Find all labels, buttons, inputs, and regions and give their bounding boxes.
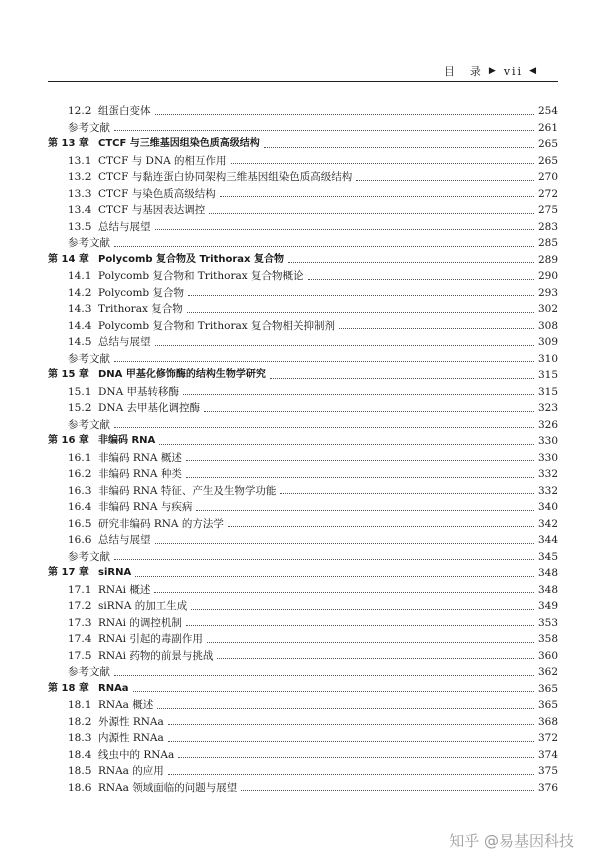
triangle-left-icon: ◀ [529,66,538,76]
dot-leader [220,196,534,197]
toc-entry-number: 18.1 [68,699,92,711]
toc-entry-page: 368 [537,715,558,728]
toc-entry-page: 365 [537,682,558,695]
watermark-text: 知乎 @易基因科技 [449,832,574,850]
toc-entry-title: 总结与展望 [98,534,151,546]
toc-references-row[interactable] [48,664,558,681]
toc-entry-title: 总结与展望 [98,220,151,233]
toc-section-row[interactable] [48,334,558,351]
dot-leader [157,708,534,709]
toc-entry-title: RNAi 概述 [98,583,151,596]
toc-chapter-row[interactable] [48,681,558,698]
toc-entry-title: 非编码 RNA 特征、产生及生物学功能 [98,484,277,497]
dot-leader [228,526,534,527]
toc-entry-number: 17.1 [68,583,92,596]
toc-entry-number: 18.4 [68,748,92,761]
dot-leader [159,444,534,445]
toc-entry-number: 17.5 [68,649,92,662]
toc-entry-title: RNAa [98,682,129,694]
toc-entry-number: 第 16 章 [48,435,89,447]
toc-entry-title: CTCF 与 DNA 的相互作用 [98,154,227,167]
toc-entry-page: 315 [537,385,558,398]
toc-section-row[interactable] [48,202,558,219]
toc-entry-title: CTCF 与黏连蛋白协同架构三维基因组染色质高级结构 [98,171,353,183]
toc-entry-number: 第 18 章 [48,682,89,694]
toc-entry-title: 外源性 RNAa [98,715,164,728]
toc-entry-number: 13.1 [68,154,92,167]
toc-section-row[interactable] [48,285,558,302]
toc-entry-title: CTCF 与三维基因组染色质高级结构 [98,138,260,150]
toc-entry-title: siRNA [98,567,132,579]
toc-entry-number: 13.2 [68,171,92,183]
toc-references-row[interactable] [48,120,558,137]
toc-section-row[interactable] [48,499,558,516]
dot-leader [183,394,534,395]
toc-entry-number: 16.1 [68,451,92,464]
toc-entry-number: 18.6 [68,781,92,794]
toc-entry-page: 360 [537,649,558,662]
toc-entry-title: Polycomb 复合物和 Trithorax 复合物概论 [98,270,304,282]
toc-entry-page: 283 [537,220,558,233]
dot-leader [186,460,534,461]
toc-section-row[interactable] [48,466,558,483]
dot-leader [241,790,534,791]
toc-entry-page: 330 [537,451,558,464]
toc-entry-page: 344 [537,534,558,546]
dot-leader [231,163,534,164]
toc-entry-title: 非编码 RNA 种类 [98,468,182,480]
toc-entry-page: 290 [537,270,558,282]
dot-leader [114,427,534,428]
toc-entry-page: 348 [537,567,558,579]
dot-leader [155,114,535,115]
dot-leader [288,262,534,263]
toc-entry-number: 17.4 [68,633,92,645]
toc-entry-page: 375 [537,765,558,777]
toc-section-row[interactable] [48,483,558,500]
toc-entry-number: 16.2 [68,468,92,480]
toc-entry-page: 345 [537,550,558,563]
dot-leader [178,757,534,758]
toc-entry-title: RNAi 引起的毒副作用 [98,633,203,645]
toc-entry-title: 研究非编码 RNA 的方法学 [98,517,224,530]
toc-entry-title: 参考文献 [68,666,110,678]
dot-leader [114,130,534,131]
dot-leader [191,609,534,610]
toc-section-row[interactable] [48,318,558,335]
toc-section-row[interactable] [48,598,558,615]
dot-leader [114,246,534,247]
dot-leader [356,180,534,181]
toc-entry-number: 17.2 [68,600,92,612]
toc-entry-number: 16.5 [68,517,92,530]
toc-entry-title: RNAa 的应用 [98,765,164,777]
toc-section-row[interactable] [48,400,558,417]
toc-entry-page: 309 [537,336,558,348]
toc-entry-number: 15.1 [68,385,92,398]
toc-entry-page: 358 [537,633,558,645]
dot-leader [133,691,534,692]
toc-entry-title: 组蛋白变体 [98,105,151,117]
toc-entry-number: 17.3 [68,616,92,629]
dot-leader [168,741,534,742]
toc-entry-page: 270 [537,171,558,183]
toc-entry-title: DNA 甲基化修饰酶的结构生物学研究 [98,369,266,381]
dot-leader [188,295,534,296]
dot-leader [196,510,534,511]
toc-entry-page: 261 [537,121,558,134]
toc-section-row[interactable] [48,697,558,714]
dot-leader [207,642,534,643]
toc-entry-page: 330 [537,435,558,447]
dot-leader [168,774,534,775]
header-page-number: vii [503,64,524,78]
toc-entry-number: 14.4 [68,319,92,332]
toc-entry-page: 293 [537,286,558,299]
toc-section-row[interactable] [48,103,558,120]
toc-entry-number: 13.4 [68,204,92,216]
toc-entry-page: 275 [537,204,558,216]
toc-entry-title: 参考文献 [68,550,110,563]
toc-entry-title: 非编码 RNA 与疾病 [98,501,193,513]
toc-section-row[interactable] [48,186,558,203]
toc-entry-page: 285 [537,237,558,249]
toc-entry-number: 18.2 [68,715,92,728]
toc-entry-number: 18.3 [68,732,92,744]
toc-entry-title: CTCF 与染色质高级结构 [98,187,216,200]
toc-chapter-row[interactable] [48,136,558,153]
toc-entry-title: Polycomb 复合物及 Trithorax 复合物 [98,253,284,265]
toc-entry-title: RNAi 药物的前景与挑战 [98,649,214,662]
toc-entry-title: 总结与展望 [98,336,151,348]
table-of-contents [48,103,558,796]
toc-section-row[interactable] [48,582,558,599]
toc-entry-page: 342 [537,517,558,530]
toc-section-row[interactable] [48,450,558,467]
toc-references-row[interactable] [48,417,558,434]
dot-leader [155,345,535,346]
toc-entry-page: 265 [537,138,558,150]
toc-entry-number: 13.3 [68,187,92,200]
dot-leader [114,361,534,362]
toc-section-row[interactable] [48,763,558,780]
toc-section-row[interactable] [48,631,558,648]
toc-entry-page: 310 [537,352,558,365]
toc-section-row[interactable] [48,384,558,401]
toc-section-row[interactable] [48,730,558,747]
dot-leader [135,576,534,577]
toc-chapter-row[interactable] [48,367,558,384]
toc-entry-page: 323 [537,402,558,414]
dot-leader [209,213,534,214]
toc-section-row[interactable] [48,301,558,318]
toc-entry-page: 365 [537,699,558,711]
toc-entry-title: 非编码 RNA [98,435,156,447]
dot-leader [155,229,535,230]
toc-entry-number: 14.2 [68,286,92,299]
toc-entry-number: 16.3 [68,484,92,497]
toc-section-row[interactable] [48,648,558,665]
toc-entry-number: 第 17 章 [48,567,89,579]
toc-entry-number: 14.1 [68,270,92,282]
dot-leader [264,147,534,148]
dot-leader [154,592,534,593]
dot-leader [308,279,534,280]
toc-entry-title: RNAa 概述 [98,699,154,711]
dot-leader [114,559,534,560]
toc-section-row[interactable] [48,268,558,285]
toc-references-row[interactable] [48,235,558,252]
toc-section-row[interactable] [48,747,558,764]
toc-section-row[interactable] [48,615,558,632]
toc-entry-number: 14.5 [68,336,92,348]
toc-entry-number: 第 14 章 [48,253,89,265]
toc-chapter-row[interactable] [48,565,558,582]
toc-entry-title: RNAi 的调控机制 [98,616,182,629]
toc-entry-number: 13.5 [68,220,92,233]
toc-entry-page: 376 [537,781,558,794]
toc-entry-title: 参考文献 [68,121,110,134]
toc-entry-page: 315 [537,369,558,381]
dot-leader [114,675,534,676]
toc-entry-number: 14.3 [68,303,92,315]
toc-section-row[interactable] [48,532,558,549]
toc-entry-title: Polycomb 复合物和 Trithorax 复合物相关抑制剂 [98,319,336,332]
toc-entry-title: 内源性 RNAa [98,732,164,744]
toc-entry-title: 非编码 RNA 概述 [98,451,182,464]
toc-section-row[interactable] [48,714,558,731]
dot-leader [339,328,534,329]
toc-section-row[interactable] [48,153,558,170]
toc-entry-page: 340 [537,501,558,513]
toc-entry-title: 参考文献 [68,237,110,249]
toc-chapter-row[interactable] [48,252,558,269]
toc-entry-page: 353 [537,616,558,629]
toc-entry-page: 272 [537,187,558,200]
dot-leader [217,658,534,659]
dot-leader [168,724,534,725]
toc-entry-title: 参考文献 [68,418,110,431]
toc-entry-page: 362 [537,666,558,678]
dot-leader [187,312,534,313]
toc-entry-title: DNA 去甲基化调控酶 [98,402,201,414]
toc-entry-page: 348 [537,583,558,596]
running-header [444,63,538,79]
toc-section-row[interactable] [48,219,558,236]
toc-entry-number: 15.2 [68,402,92,414]
toc-entry-number: 16.4 [68,501,92,513]
toc-entry-page: 254 [537,105,558,117]
toc-chapter-row[interactable] [48,433,558,450]
toc-entry-number: 第 15 章 [48,369,89,381]
toc-entry-page: 308 [537,319,558,332]
header-label: 目 录 [443,65,483,78]
triangle-right-icon: ▶ [488,66,498,76]
watermark [449,830,574,851]
toc-entry-number: 12.2 [68,105,92,117]
toc-entry-page: 265 [537,154,558,167]
header-rule [48,81,558,82]
toc-references-row[interactable] [48,351,558,368]
toc-entry-number: 18.5 [68,765,92,777]
toc-entry-page: 349 [537,600,558,612]
toc-entry-page: 332 [537,484,558,497]
toc-references-row[interactable] [48,549,558,566]
toc-entry-page: 332 [537,468,558,480]
toc-entry-title: 线虫中的 RNAa [98,748,175,761]
toc-entry-page: 302 [537,303,558,315]
toc-section-row[interactable] [48,169,558,186]
toc-entry-title: CTCF 与基因表达调控 [98,204,206,216]
toc-entry-title: Trithorax 复合物 [98,303,183,315]
toc-entry-page: 289 [537,253,558,266]
toc-entry-title: DNA 甲基转移酶 [98,385,180,398]
dot-leader [280,493,534,494]
toc-entry-title: Polycomb 复合物 [98,286,184,299]
toc-entry-title: siRNA 的加工生成 [98,600,188,612]
toc-section-row[interactable] [48,516,558,533]
dot-leader [155,543,535,544]
toc-entry-number: 第 13 章 [48,138,89,150]
dot-leader [270,378,534,379]
toc-entry-number: 16.6 [68,534,92,546]
toc-section-row[interactable] [48,780,558,797]
dot-leader [186,477,534,478]
toc-entry-page: 372 [537,732,558,744]
toc-entry-page: 374 [537,748,558,761]
toc-entry-title: RNAa 领域面临的问题与展望 [98,781,238,794]
dot-leader [204,411,534,412]
toc-entry-title: 参考文献 [68,352,110,365]
toc-entry-page: 326 [537,418,558,431]
dot-leader [186,625,534,626]
